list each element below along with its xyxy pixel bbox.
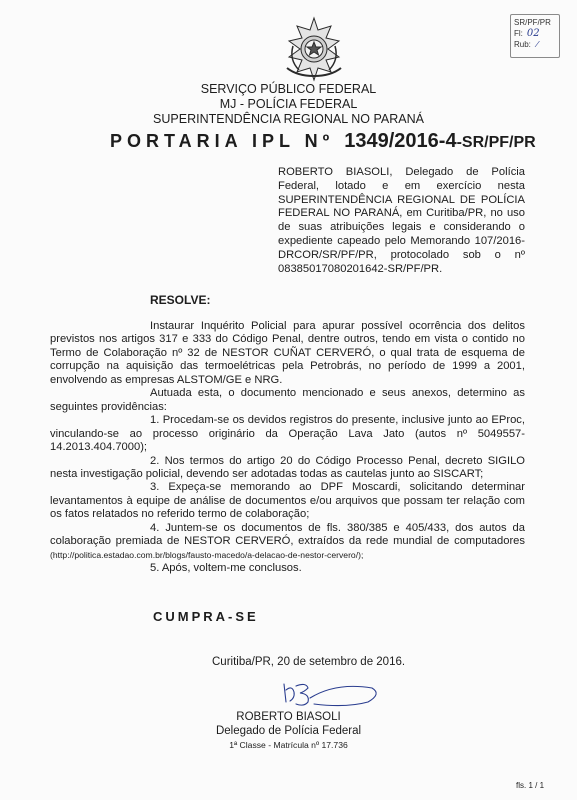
body-paragraph-1: Instaurar Inquérito Policial para apurar possível ocorrência dos delitos previstos nos artigos 317 e 333 do Código Penal, dentre outros, tendo em vista o contido no Termo de Colaboração nº 32 de NESTOR CUÑAT CERVERÓ, o qual trata de esquema de corrupção na aquisição das termoelétricas pela Petrobrás, no período de 1999 a 2001, envolvendo as empresas ALSTOM/GE e NRG. bbox=[50, 320, 525, 386]
intro-paragraph: ROBERTO BIASOLI, Delegado de Polícia Federal, lotado e em exercício nesta SUPERINTENDÊNCIA REGIONAL DE POLÍCIA FEDERAL NO PARANÁ, em Curitiba/PR, no uso de suas atribuições legais e considerando o expediente capeado pelo Memorando 107/2016-DRCOR/SR/PF/PR, protocolado sob o nº 08385017080201642-SR/PF/PR. bbox=[278, 166, 525, 275]
page-count: fls. 1 / 1 bbox=[516, 781, 545, 790]
title-number: 1349/2016-4 bbox=[344, 130, 457, 152]
signer-registration: 1ª Classe - Matrícula nº 17.736 bbox=[229, 740, 348, 750]
provision-5: 5. Após, voltem-me conclusos. bbox=[150, 562, 302, 575]
document-body bbox=[50, 320, 525, 576]
stamp-rubric bbox=[514, 39, 556, 50]
stamp-office: SR/PF/PR bbox=[514, 18, 551, 27]
provision-4-text: 4. Juntem-se os documentos de fls. 380/385 e 405/433, dos autos da colaboração premiada de NESTOR CERVERÓ, extraídos da rede mundial de computadores bbox=[50, 521, 525, 548]
brazil-coat-of-arms-icon bbox=[281, 16, 347, 82]
letterhead-line-1: SERVIÇO PÚBLICO FEDERAL bbox=[200, 82, 377, 96]
title-prefix: PORTARIA IPL Nº bbox=[110, 131, 345, 151]
place-and-date: Curitiba/PR, 20 de setembro de 2016. bbox=[212, 656, 406, 668]
signer-name: ROBERTO BIASOLI bbox=[236, 711, 341, 723]
signer-role: Delegado de Polícia Federal bbox=[215, 725, 362, 737]
letterhead-line-2: MJ - POLÍCIA FEDERAL bbox=[219, 97, 358, 111]
letterhead-line-3: SUPERINTENDÊNCIA REGIONAL NO PARANÁ bbox=[153, 112, 424, 126]
stamp-rubric-label: Rub: bbox=[514, 40, 531, 49]
rubric-mark-icon: ⁄ bbox=[536, 40, 539, 49]
title-suffix: -SR/PF/PR bbox=[456, 134, 536, 151]
stamp-folio-value: 02 bbox=[526, 28, 540, 39]
document-title bbox=[110, 130, 536, 153]
provision-3: 3. Expeça-se memorando ao DPF Moscardi, solicitando determinar levantamentos à equipe de análise de documentos e/ou arquivos que possam ter relação com os fatos relatados no referido termo de colaboração; bbox=[50, 481, 525, 521]
body-paragraph-2: Autuada esta, o documento mencionado e seus anexos, determino as seguintes providências: bbox=[50, 387, 525, 413]
handwritten-signature bbox=[276, 676, 386, 712]
cumpra-se-heading: CUMPRA-SE bbox=[153, 609, 259, 624]
protocol-stamp bbox=[510, 14, 560, 58]
resolve-heading: RESOLVE: bbox=[150, 293, 211, 307]
provision-2: 2. Nos termos do artigo 20 do Código Processo Penal, decreto SIGILO nesta investigação policial, devendo ser adotadas todas as cautelas junto ao SISCART; bbox=[50, 454, 525, 480]
provision-4-url: (http://politica.estadao.com.br/blogs/fausto-macedo/a-delacao-de-nestor-cervero/); bbox=[50, 549, 364, 560]
provision-4 bbox=[50, 522, 525, 562]
stamp-folio-label: Fl: bbox=[514, 29, 523, 38]
provision-1: 1. Procedam-se os devidos registros do presente, inclusive junto ao EProc, vinculando-se ao processo originário da Operação Lava Jato (autos nº 5049557-14.2013.404.7000); bbox=[50, 414, 525, 454]
stamp-folio bbox=[514, 28, 556, 39]
